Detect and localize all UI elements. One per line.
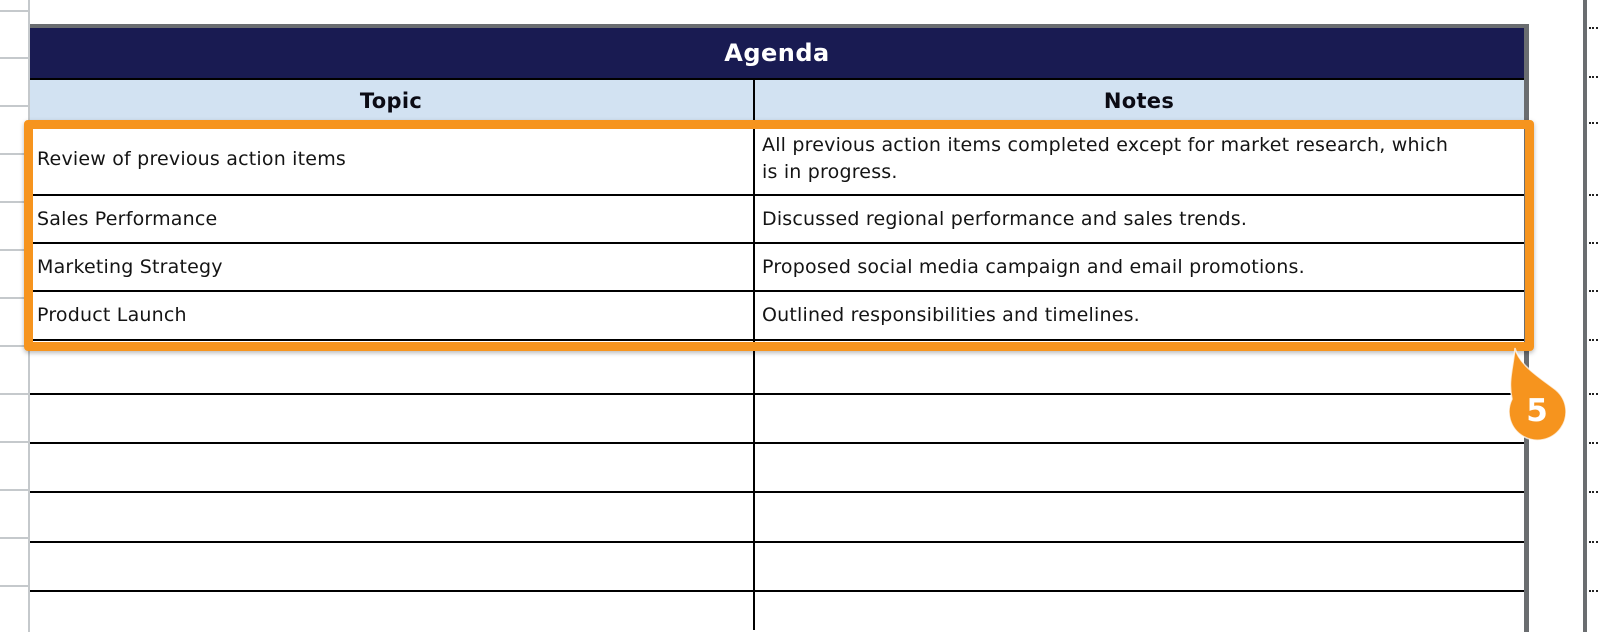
dotted-row-stub <box>1589 339 1598 341</box>
dotted-row-stub <box>1589 393 1598 395</box>
topic-text: Marketing Strategy <box>37 255 223 278</box>
notes-header-label: Notes <box>1103 89 1175 113</box>
dotted-row-stub <box>1589 491 1598 493</box>
empty-notes-cell[interactable] <box>755 395 1524 442</box>
selection-badge[interactable] <box>1506 347 1568 443</box>
notes-header-cell[interactable] <box>755 80 1524 122</box>
topic-text: Review of previous action items <box>37 147 347 170</box>
dotted-row-stub <box>1589 122 1598 124</box>
empty-notes-cell[interactable] <box>755 543 1524 590</box>
margin-gridline <box>0 585 28 587</box>
right-column-gridline <box>1583 0 1587 632</box>
dotted-row-stub <box>1589 242 1598 244</box>
dotted-row-stub <box>1589 76 1598 78</box>
empty-row <box>30 592 1524 630</box>
notes-text: Proposed social media campaign and email promotions. <box>762 255 1305 278</box>
margin-gridline <box>0 10 28 12</box>
empty-topic-cell[interactable] <box>30 493 755 541</box>
margin-gridline <box>0 57 28 59</box>
dotted-row-stub <box>1589 590 1598 592</box>
dotted-row-stub <box>1589 541 1598 543</box>
notes-text: All previous action items completed except for market research, which is in progress. <box>762 134 1449 183</box>
selection-highlight <box>24 120 1534 351</box>
margin-gridline <box>0 441 28 443</box>
empty-topic-cell[interactable] <box>30 444 755 491</box>
margin-gridline <box>0 393 28 395</box>
topic-text: Sales Performance <box>37 207 218 230</box>
margin-gridline <box>0 489 28 491</box>
empty-notes-cell[interactable] <box>755 444 1524 491</box>
empty-notes-cell[interactable] <box>755 493 1524 541</box>
dotted-row-stub <box>1589 442 1598 444</box>
topic-text: Product Launch <box>37 304 187 326</box>
empty-topic-cell[interactable] <box>30 592 755 630</box>
dotted-row-stub <box>1589 290 1598 292</box>
margin-gridline <box>0 537 28 539</box>
empty-row <box>30 543 1524 592</box>
empty-row <box>30 444 1524 493</box>
table-row-title <box>30 28 1524 80</box>
margin-gridline <box>0 105 28 107</box>
badge-number: 5 <box>1526 393 1548 429</box>
empty-row <box>30 493 1524 543</box>
table-row-header <box>30 80 1524 124</box>
empty-notes-cell[interactable] <box>755 592 1524 630</box>
topic-header-cell[interactable] <box>30 80 755 122</box>
topic-header-label: Topic <box>359 89 423 113</box>
dotted-row-stub <box>1589 194 1598 196</box>
empty-topic-cell[interactable] <box>30 543 755 590</box>
dotted-row-stub <box>1589 27 1598 29</box>
notes-text: Outlined responsibilities and timelines. <box>762 304 1140 326</box>
notes-text: Discussed regional performance and sales trends. <box>762 207 1248 230</box>
table-title: Agenda <box>724 39 830 67</box>
empty-row <box>30 395 1524 444</box>
empty-topic-cell[interactable] <box>30 395 755 442</box>
